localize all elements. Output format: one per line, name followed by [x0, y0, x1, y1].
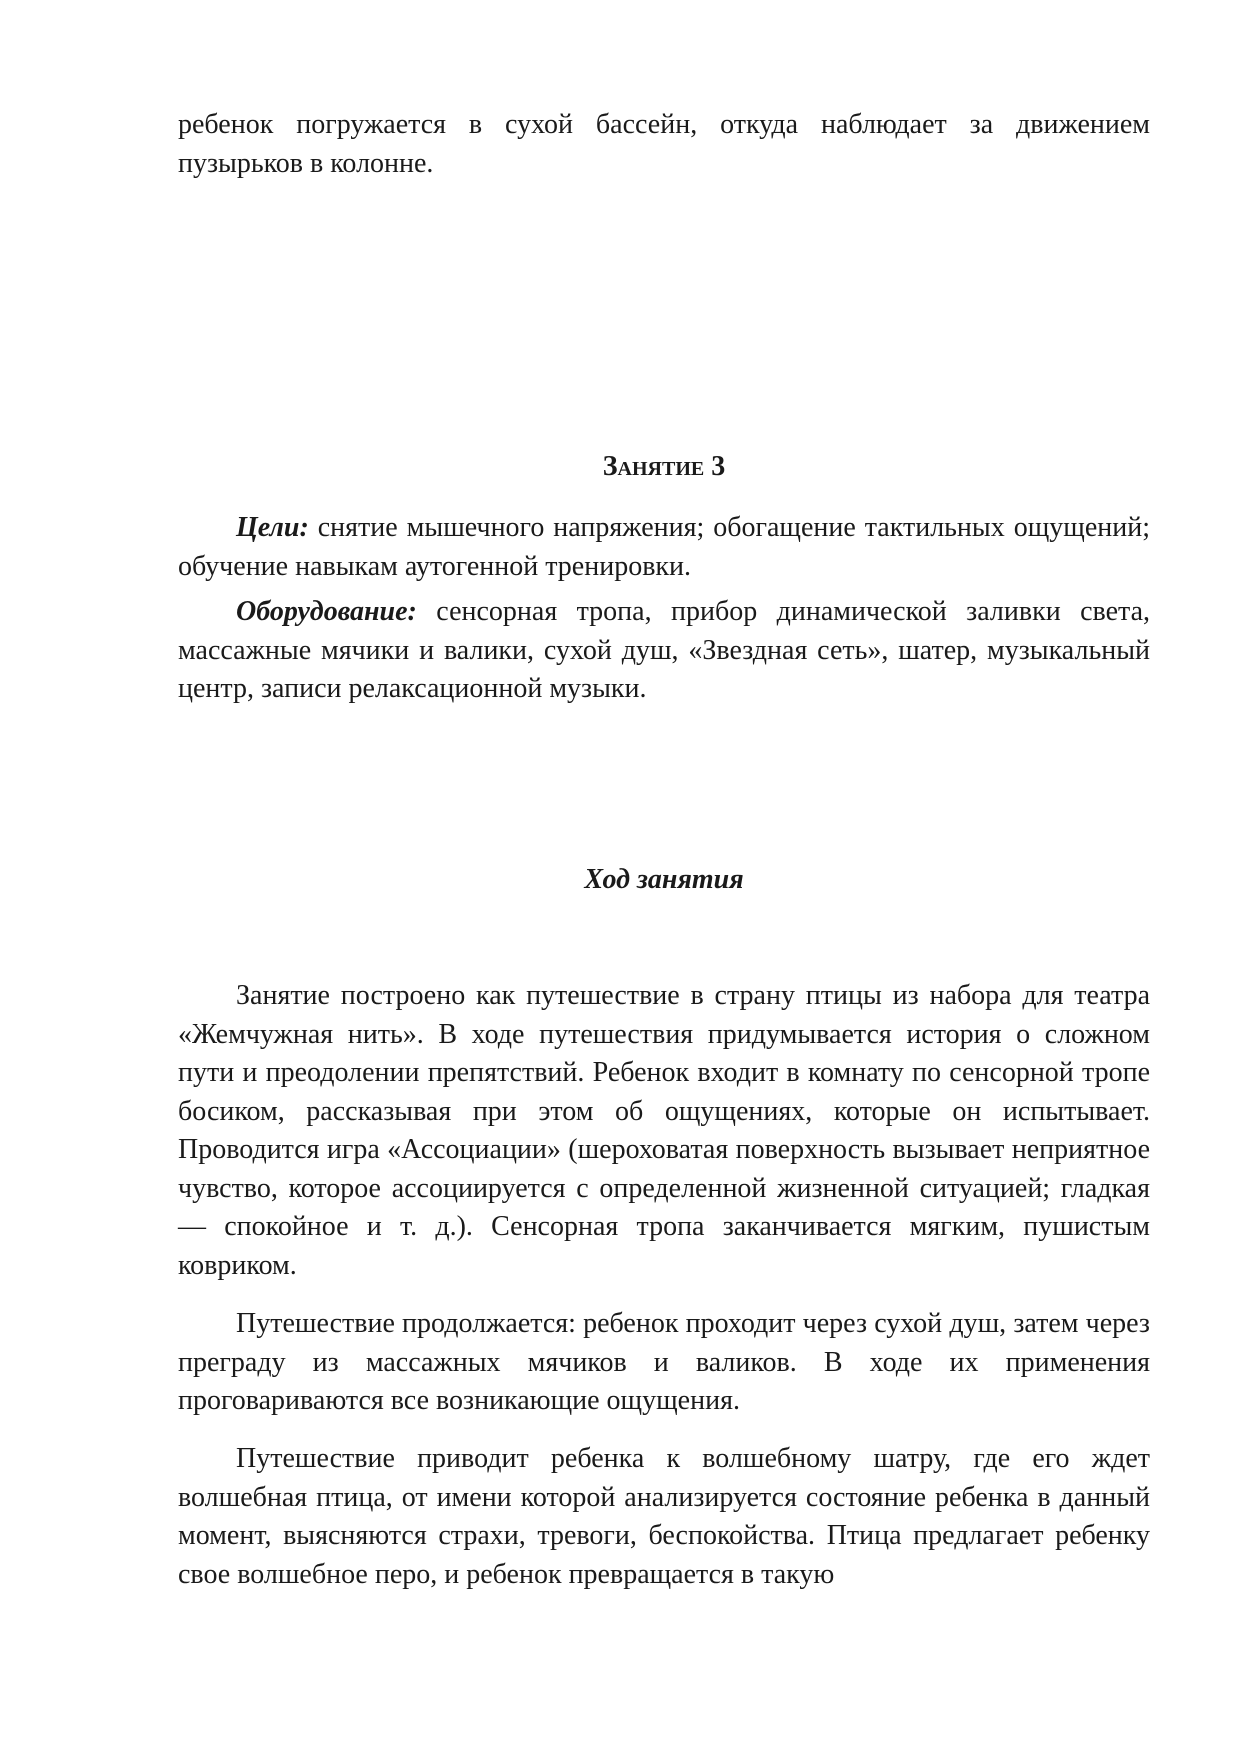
body-paragraph: Путешествие продолжается: ребенок проходит через сухой душ, затем через преграду из массажных мячиков и валиков. В ходе их применения проговариваются все возникающие ощущения.: [178, 1308, 1150, 1416]
body-paragraph: Путешествие приводит ребенка к волшебному шатру, где его ждет волшебная птица, от имени которой анализируется состояние ребенка в данный момент, выясняются страхи, тревоги, беспокойства. Птица предлагает ребенку свое волшебное перо, и ребенок превращается в такую: [178, 1443, 1150, 1590]
lesson-title: Занятие 3: [602, 451, 726, 482]
equipment-text: сенсорная тропа, прибор динамической заливки света, массажные мячики и валики, сухой душ, «Звездная сеть», шатер, музыкальный центр, записи релаксационной музыки.: [178, 596, 1150, 704]
section-title: Ход занятия: [584, 864, 744, 895]
intro-paragraph: ребенок погружается в сухой бассейн, откуда наблюдает за движением пузырьков в колонне.: [178, 109, 1150, 179]
equipment-paragraph: [178, 593, 1150, 709]
body-paragraph: Занятие построено как путешествие в страну птицы из набора для театра «Жемчужная нить». В ходе путешествия придумывается история о сложном пути и преодолении препятствий. Ребенок входит в комнату по сенсорной тропе босиком, рассказывая при этом об ощущениях, которые он испытывает. Проводится игра «Ассоциации» (шероховатая поверхность вызывает неприятное чувство, которое ассоциируется с определенной жизненной ситуацией; гладкая — спокойное и т. д.). Сенсорная тропа заканчивается мягким, пушистым ковриком.: [178, 980, 1150, 1281]
goals-text: снятие мышечного напряжения; обогащение тактильных ощущений; обучение навыкам аутогенной тренировки.: [178, 512, 1150, 582]
equipment-label: Оборудование:: [236, 596, 417, 627]
goals-label: Цели:: [236, 512, 309, 543]
goals-paragraph: [178, 509, 1150, 586]
